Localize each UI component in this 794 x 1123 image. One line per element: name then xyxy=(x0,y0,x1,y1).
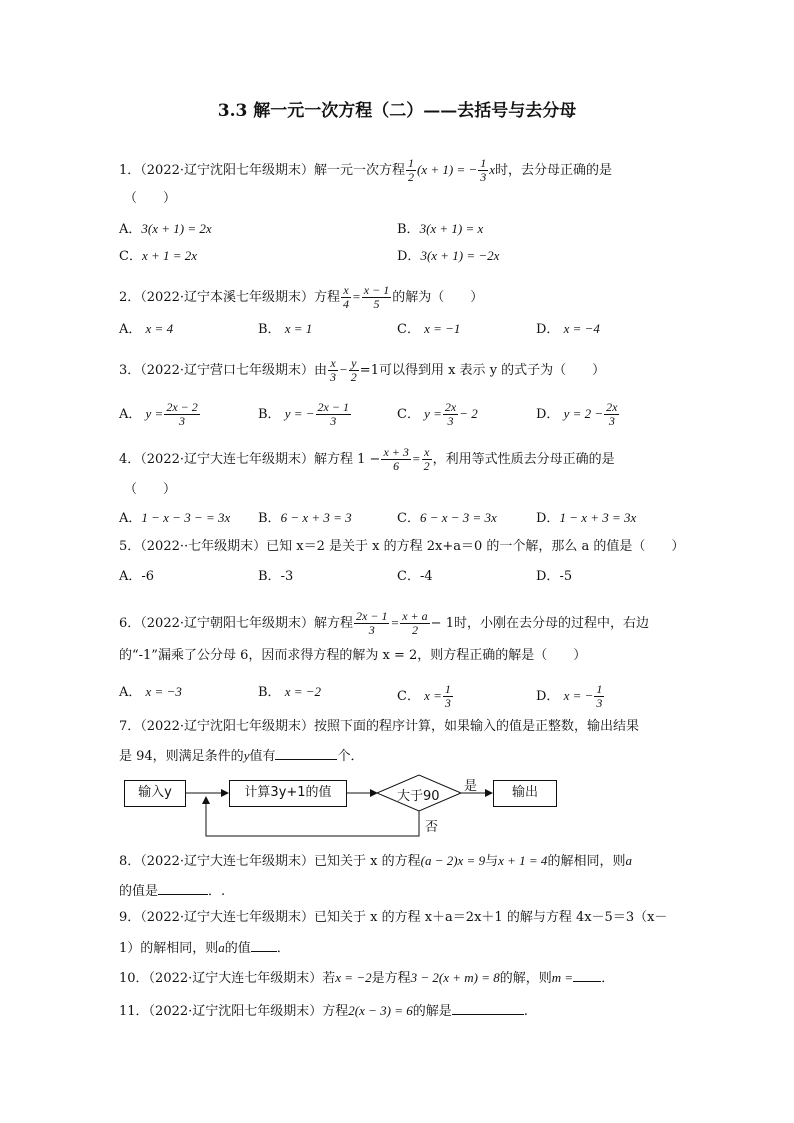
q2-option-a[interactable]: A． x = 4 xyxy=(119,321,174,337)
question-11 xyxy=(119,1000,528,1021)
q6-fraction-2: $\frac{x + a}{2}$ xyxy=(402,609,428,637)
q6-option-a[interactable]: A． x = −3 xyxy=(119,684,182,700)
q3-option-c[interactable]: C． y = $\frac{2x}{3}$ − 2 xyxy=(397,400,478,428)
q5-source: （2022··七年级期末） xyxy=(140,539,267,554)
flow-calc-box: 计算3y+1的值 xyxy=(229,780,347,807)
q2-number: 2． xyxy=(119,290,141,305)
q7-source: （2022·辽宁沈阳七年级期末） xyxy=(140,719,314,734)
q3-text: 由 xyxy=(314,363,328,378)
q8-var: a xyxy=(625,853,632,868)
q8-text-3: 的解相同，则 xyxy=(547,854,626,869)
q11-number: 11． xyxy=(119,1004,149,1019)
q5-text: 已知 x＝2 是关于 x 的方程 2x+a＝0 的一个解，那么 a 的值是（ ） xyxy=(266,539,685,554)
q3-text-2: =1可以得到用 x 表示 y 的式子为（ ） xyxy=(359,363,606,378)
q4-text: 解方程 1 − xyxy=(314,452,381,467)
q8-expr-2: x + 1 = 4 xyxy=(498,853,548,868)
q11-source: （2022·辽宁沈阳七年级期末） xyxy=(148,1004,323,1019)
question-8 xyxy=(119,852,632,871)
q2-fraction-1: $\frac{x}{4}$ xyxy=(343,283,350,311)
q5-option-c[interactable]: C．-4 xyxy=(397,569,433,584)
q6-option-b[interactable]: B． x = −2 xyxy=(258,684,322,700)
q10-text: 若 xyxy=(322,971,336,986)
q2-option-c[interactable]: C． x = −1 xyxy=(397,321,461,337)
q8-expr-1: (a − 2)x = 9 xyxy=(420,853,486,868)
q7-text-line-2: 是 94，则满足条件的y值有 个． xyxy=(119,745,364,766)
q6-fraction-1: $\frac{2x - 1}{3}$ xyxy=(356,609,388,637)
q5-option-a[interactable]: A．-6 xyxy=(119,569,155,584)
q3-option-b[interactable]: B． y = − $\frac{2x - 1}{3}$ xyxy=(258,400,349,428)
q4-option-c[interactable]: C．6 − x − 3 = 3x xyxy=(397,510,497,526)
q11-text-2: 的解是 xyxy=(412,1004,452,1019)
flow-yes-label: 是 xyxy=(464,779,478,794)
q7-number: 7． xyxy=(119,719,141,734)
q8-text-2: 与 xyxy=(485,854,499,869)
q2-option-b[interactable]: B． x = 1 xyxy=(258,321,313,337)
flow-input-box: 输入y xyxy=(124,780,186,807)
q4-option-d[interactable]: D．1 − x + 3 = 3x xyxy=(536,510,637,526)
q9-number: 9． xyxy=(119,910,141,925)
q8-source: （2022·辽宁大连七年级期末） xyxy=(140,854,314,869)
q1-text-2: 时，去分母正确的是 xyxy=(495,163,613,178)
q6-equals: = xyxy=(390,615,400,630)
q9-text: 已知关于 x 的方程 x＋a＝2x＋1 的解与方程 4x－5＝3（x－ xyxy=(314,910,668,925)
q1-text: 解一元一次方程 xyxy=(314,163,406,178)
q10-answer-blank[interactable] xyxy=(573,967,601,982)
q1-option-a[interactable]: A．3(x + 1) = 2x xyxy=(119,221,212,237)
q1-var: x xyxy=(489,162,496,177)
q11-text-3: . xyxy=(523,1004,528,1019)
q8-answer-blank[interactable] xyxy=(158,880,208,895)
q11-answer-blank[interactable] xyxy=(452,1000,524,1015)
q4-text-2: ，利用等式性质去分母正确的是 xyxy=(432,452,615,467)
q6-option-c[interactable]: C． x = $\frac{1}{3}$ xyxy=(397,682,451,710)
q11-text: 方程 xyxy=(322,1004,349,1019)
q4-option-b[interactable]: B．6 − x + 3 = 3 xyxy=(258,510,352,526)
q4-fraction-2: $\frac{x}{2}$ xyxy=(423,445,430,473)
q5-option-d[interactable]: D．-5 xyxy=(536,569,573,584)
q3-minus: − xyxy=(339,362,348,377)
question-9 xyxy=(119,909,667,927)
q1-fraction-1: $\frac{1}{2}$ xyxy=(408,156,415,184)
q1-source: （2022·辽宁沈阳七年级期末） xyxy=(140,163,314,178)
q10-number: 10． xyxy=(119,971,149,986)
q10-expr-1: x = −2 xyxy=(335,970,372,985)
q6-option-d[interactable]: D． x = − $\frac{1}{3}$ xyxy=(536,682,603,710)
q1-number: 1． xyxy=(119,163,141,178)
q10-text-4: ． xyxy=(601,971,615,986)
q5-number: 5． xyxy=(119,539,141,554)
q3-fraction-2: $\frac{y}{2}$ xyxy=(350,356,357,384)
q1-option-c[interactable]: C．x + 1 = 2x xyxy=(119,248,198,264)
q6-text: 解方程 xyxy=(314,616,354,631)
q6-number: 6． xyxy=(119,616,141,631)
q8-number: 8． xyxy=(119,854,141,869)
q2-fraction-2: $\frac{x - 1}{5}$ xyxy=(363,283,390,311)
q6-source: （2022·辽宁朝阳七年级期末） xyxy=(140,616,314,631)
q4-equals: = xyxy=(411,451,421,466)
q1-expr: (x + 1) = − xyxy=(417,162,478,177)
q1-option-b[interactable]: B．3(x + 1) = x xyxy=(397,221,484,237)
flow-condition-label: 大于90 xyxy=(397,789,440,804)
flow-no-label: 否 xyxy=(425,820,439,835)
q2-option-d[interactable]: D． x = −4 xyxy=(536,321,600,337)
flow-output-box: 输出 xyxy=(493,780,557,807)
q10-expr-3: m = xyxy=(551,970,574,985)
q6-text-line-2: 的“-1”漏乘了公分母 6，因而求得方程的解为 x = 2，则方程正确的解是（ ） xyxy=(119,648,587,663)
q3-number: 3． xyxy=(119,363,141,378)
q3-option-d[interactable]: D． y = 2 − $\frac{2x}{3}$ xyxy=(536,400,618,428)
q3-source: （2022·辽宁营口七年级期末） xyxy=(140,363,314,378)
question-10 xyxy=(119,967,614,988)
q9-source: （2022·辽宁大连七年级期末） xyxy=(140,910,314,925)
q1-fraction-2: $\frac{1}{3}$ xyxy=(480,156,487,184)
q4-fraction-1: $\frac{x + 3}{6}$ xyxy=(383,445,409,473)
q4-option-a[interactable]: A．1 − x − 3 − = 3x xyxy=(119,510,231,526)
q10-source: （2022·辽宁大连七年级期末） xyxy=(148,971,323,986)
q4-answer-paren: （ ） xyxy=(124,482,177,497)
page-title: 3.3 解一元一次方程（二）——去括号与去分母 xyxy=(217,101,577,121)
q10-text-3: 的解，则 xyxy=(499,971,552,986)
q7-text: 按照下面的程序计算，如果输入的值是正整数，输出结果 xyxy=(314,719,640,734)
q2-text: 方程 xyxy=(314,290,341,305)
q8-text-line-2: 的值是 ．. xyxy=(119,880,225,901)
q10-expr-2: 3 − 2(x + m) = 8 xyxy=(410,970,500,985)
q4-source: （2022·辽宁大连七年级期末） xyxy=(140,452,314,467)
q3-fraction-1: $\frac{x}{3}$ xyxy=(330,356,337,384)
q4-number: 4． xyxy=(119,452,141,467)
q11-expr: 2(x − 3) = 6 xyxy=(348,1003,413,1018)
q2-source: （2022·辽宁本溪七年级期末） xyxy=(140,290,314,305)
q9-answer-blank[interactable] xyxy=(251,937,277,952)
q6-text-2: − 1时，小刚在去分母的过程中，右边 xyxy=(430,616,649,631)
q3-option-a[interactable]: A． y = $\frac{2x - 2}{3}$ xyxy=(119,400,198,428)
q9-text-line-2: 1）的解相同，则a的值 ． xyxy=(119,937,290,958)
q10-text-2: 是方程 xyxy=(371,971,411,986)
q2-text-2: 的解为（ ） xyxy=(392,290,484,305)
q5-option-b[interactable]: B．-3 xyxy=(258,569,294,584)
q2-equals: = xyxy=(352,289,361,304)
q1-option-d[interactable]: D．3(x + 1) = −2x xyxy=(397,248,500,264)
q8-text: 已知关于 x 的方程 xyxy=(314,854,421,869)
q1-answer-paren: （ ） xyxy=(124,191,177,206)
